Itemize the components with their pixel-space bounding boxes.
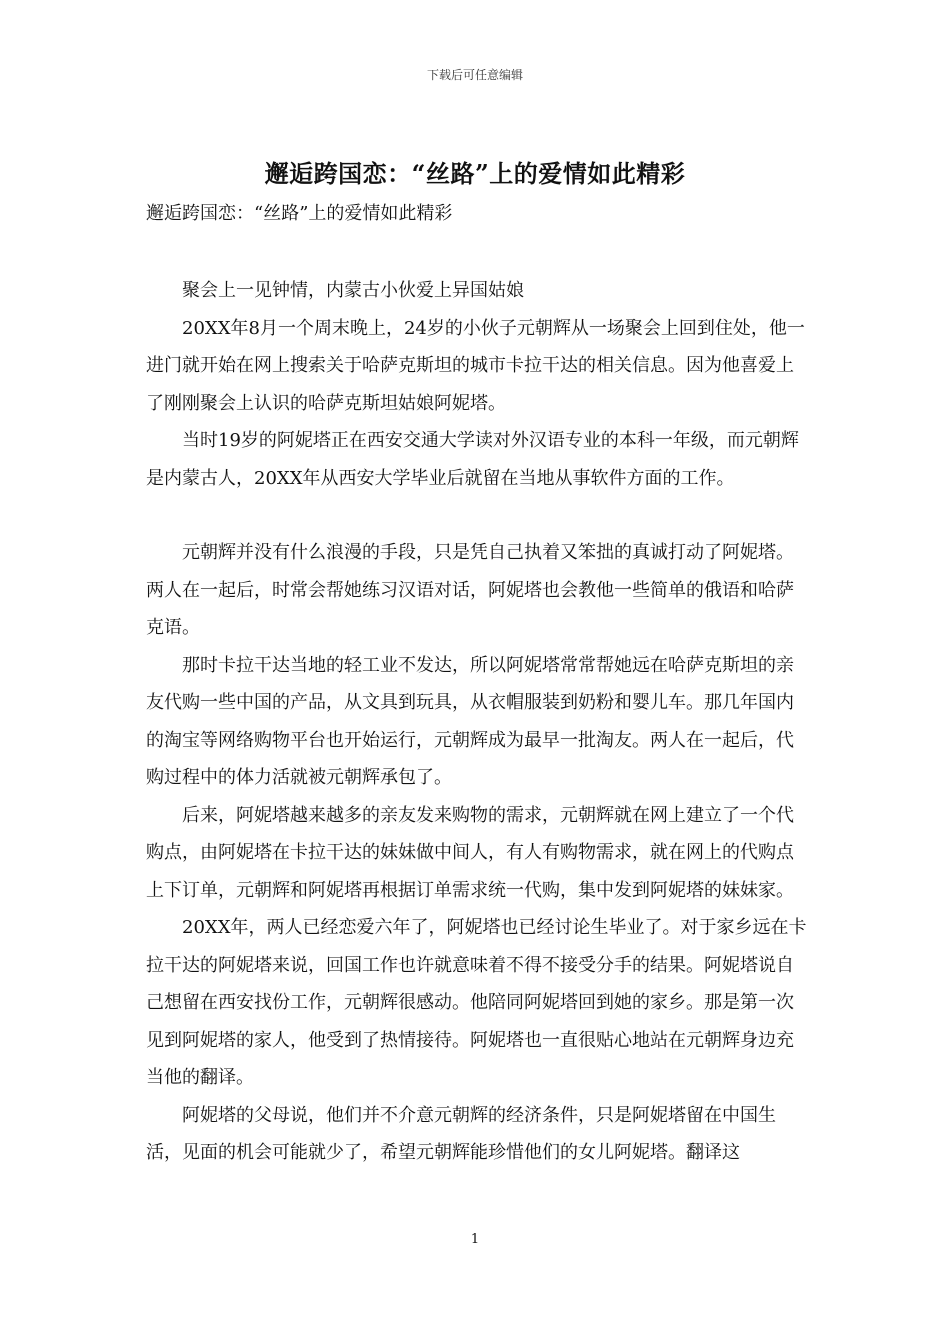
paragraph: 当时19岁的阿妮塔正在西安交通大学读对外汉语专业的本科一年级，而元朝辉是内蒙古人，20XX年从西安大学毕业后就留在当地从事软件方面的工作。 xyxy=(146,430,799,489)
paragraph: 元朝辉并没有什么浪漫的手段，只是凭自己执着又笨拙的真诚打动了阿妮塔。两人在一起后，时常会帮她练习汉语对话，阿妮塔也会教他一些简单的俄语和哈萨克语。 xyxy=(146,542,794,638)
document-subtitle: 邂逅跨国恋：“丝路”上的爱情如此精彩 xyxy=(146,203,453,224)
paragraph: 后来，阿妮塔越来越多的亲友发来购物的需求，元朝辉就在网上建立了一个代购点，由阿妮塔在卡拉干达的妹妹做中间人，有人有购物需求，就在网上的代购点上下订单，元朝辉和阿妮塔再根据订单需求统一代购，集中发到阿妮塔的妹妹家。 xyxy=(146,804,794,901)
paragraph: 阿妮塔的父母说，他们并不介意元朝辉的经济条件，只是阿妮塔留在中国生活，见面的机会可能就少了，希望元朝辉能珍惜他们的女儿阿妮塔。翻译这 xyxy=(146,1104,776,1163)
document-title: 邂逅跨国恋：“丝路”上的爱情如此精彩 xyxy=(264,159,686,188)
paragraph: 那时卡拉干达当地的轻工业不发达，所以阿妮塔常常帮她远在哈萨克斯坦的亲友代购一些中国的产品，从文具到玩具，从衣帽服装到奶粉和婴儿车。那几年国内的淘宝等网络购物平台也开始运行，元朝辉成为最早一批淘友。两人在一起后，代购过程中的体力活就被元朝辉承包了。 xyxy=(146,654,794,788)
header-note: 下载后可任意编辑 xyxy=(426,68,523,82)
document-body xyxy=(146,272,808,1172)
paragraph: 20XX年，两人已经恋爱六年了，阿妮塔也已经讨论生毕业了。对于家乡远在卡拉干达的阿妮塔来说，回国工作也许就意味着不得不接受分手的结果。阿妮塔说自己想留在西安找份工作，元朝辉很感动。他陪同阿妮塔回到她的家乡。那是第一次见到阿妮塔的家人，他受到了热情接待。阿妮塔也一直很贴心地站在元朝辉身边充当他的翻译。 xyxy=(146,917,807,1088)
page-number: 1 xyxy=(470,1232,480,1247)
section-heading: 聚会上一见钟情，内蒙古小伙爱上异国姑娘 xyxy=(182,280,524,301)
paragraph: 20XX年8月一个周末晚上，24岁的小伙子元朝辉从一场聚会上回到住处，他一进门就开始在网上搜索关于哈萨克斯坦的城市卡拉干达的相关信息。因为他喜爱上了刚刚聚会上认识的哈萨克斯坦姑娘阿妮塔。 xyxy=(146,317,805,414)
